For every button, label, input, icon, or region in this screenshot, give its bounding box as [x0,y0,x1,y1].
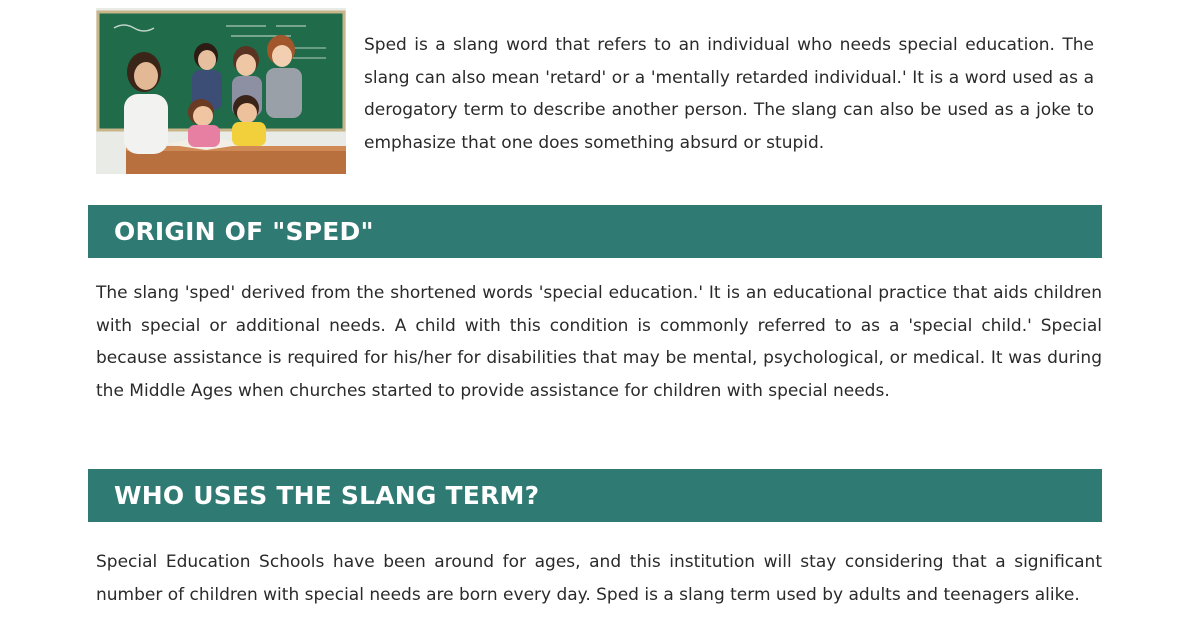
who-uses-paragraph: Special Education Schools have been around for ages, and this institution will stay considering that a significant number of children with special needs are born every day. Sped is a slang term used by adults and teenagers alike. [96,552,1102,605]
section-banner-origin [88,205,1102,258]
classroom-illustration [96,8,346,174]
section-heading-origin: ORIGIN OF "SPED" [114,217,374,246]
classroom-photo [96,8,346,174]
intro-paragraph: Sped is a slang word that refers to an individual who needs special education. The slang can also mean 'retard' or a 'mentally retarded individual.' It is a word used as a derogatory term to describe another person. The slang can also be used as a joke to emphasize that one does something absurd or stupid. [364,35,1094,153]
section-banner-who-uses [88,469,1102,522]
section-heading-who-uses: WHO USES THE SLANG TERM? [114,481,540,510]
origin-paragraph: The slang 'sped' derived from the shortened words 'special education.' It is an educational practice that aids children with special or additional needs. A child with this condition is commonly referred to as a 'special child.' Special because assistance is required for his/her for disabilities that may be mental, psychological, or medical. It was during the Middle Ages when churches started to provide assistance for children with special needs. [96,283,1102,401]
